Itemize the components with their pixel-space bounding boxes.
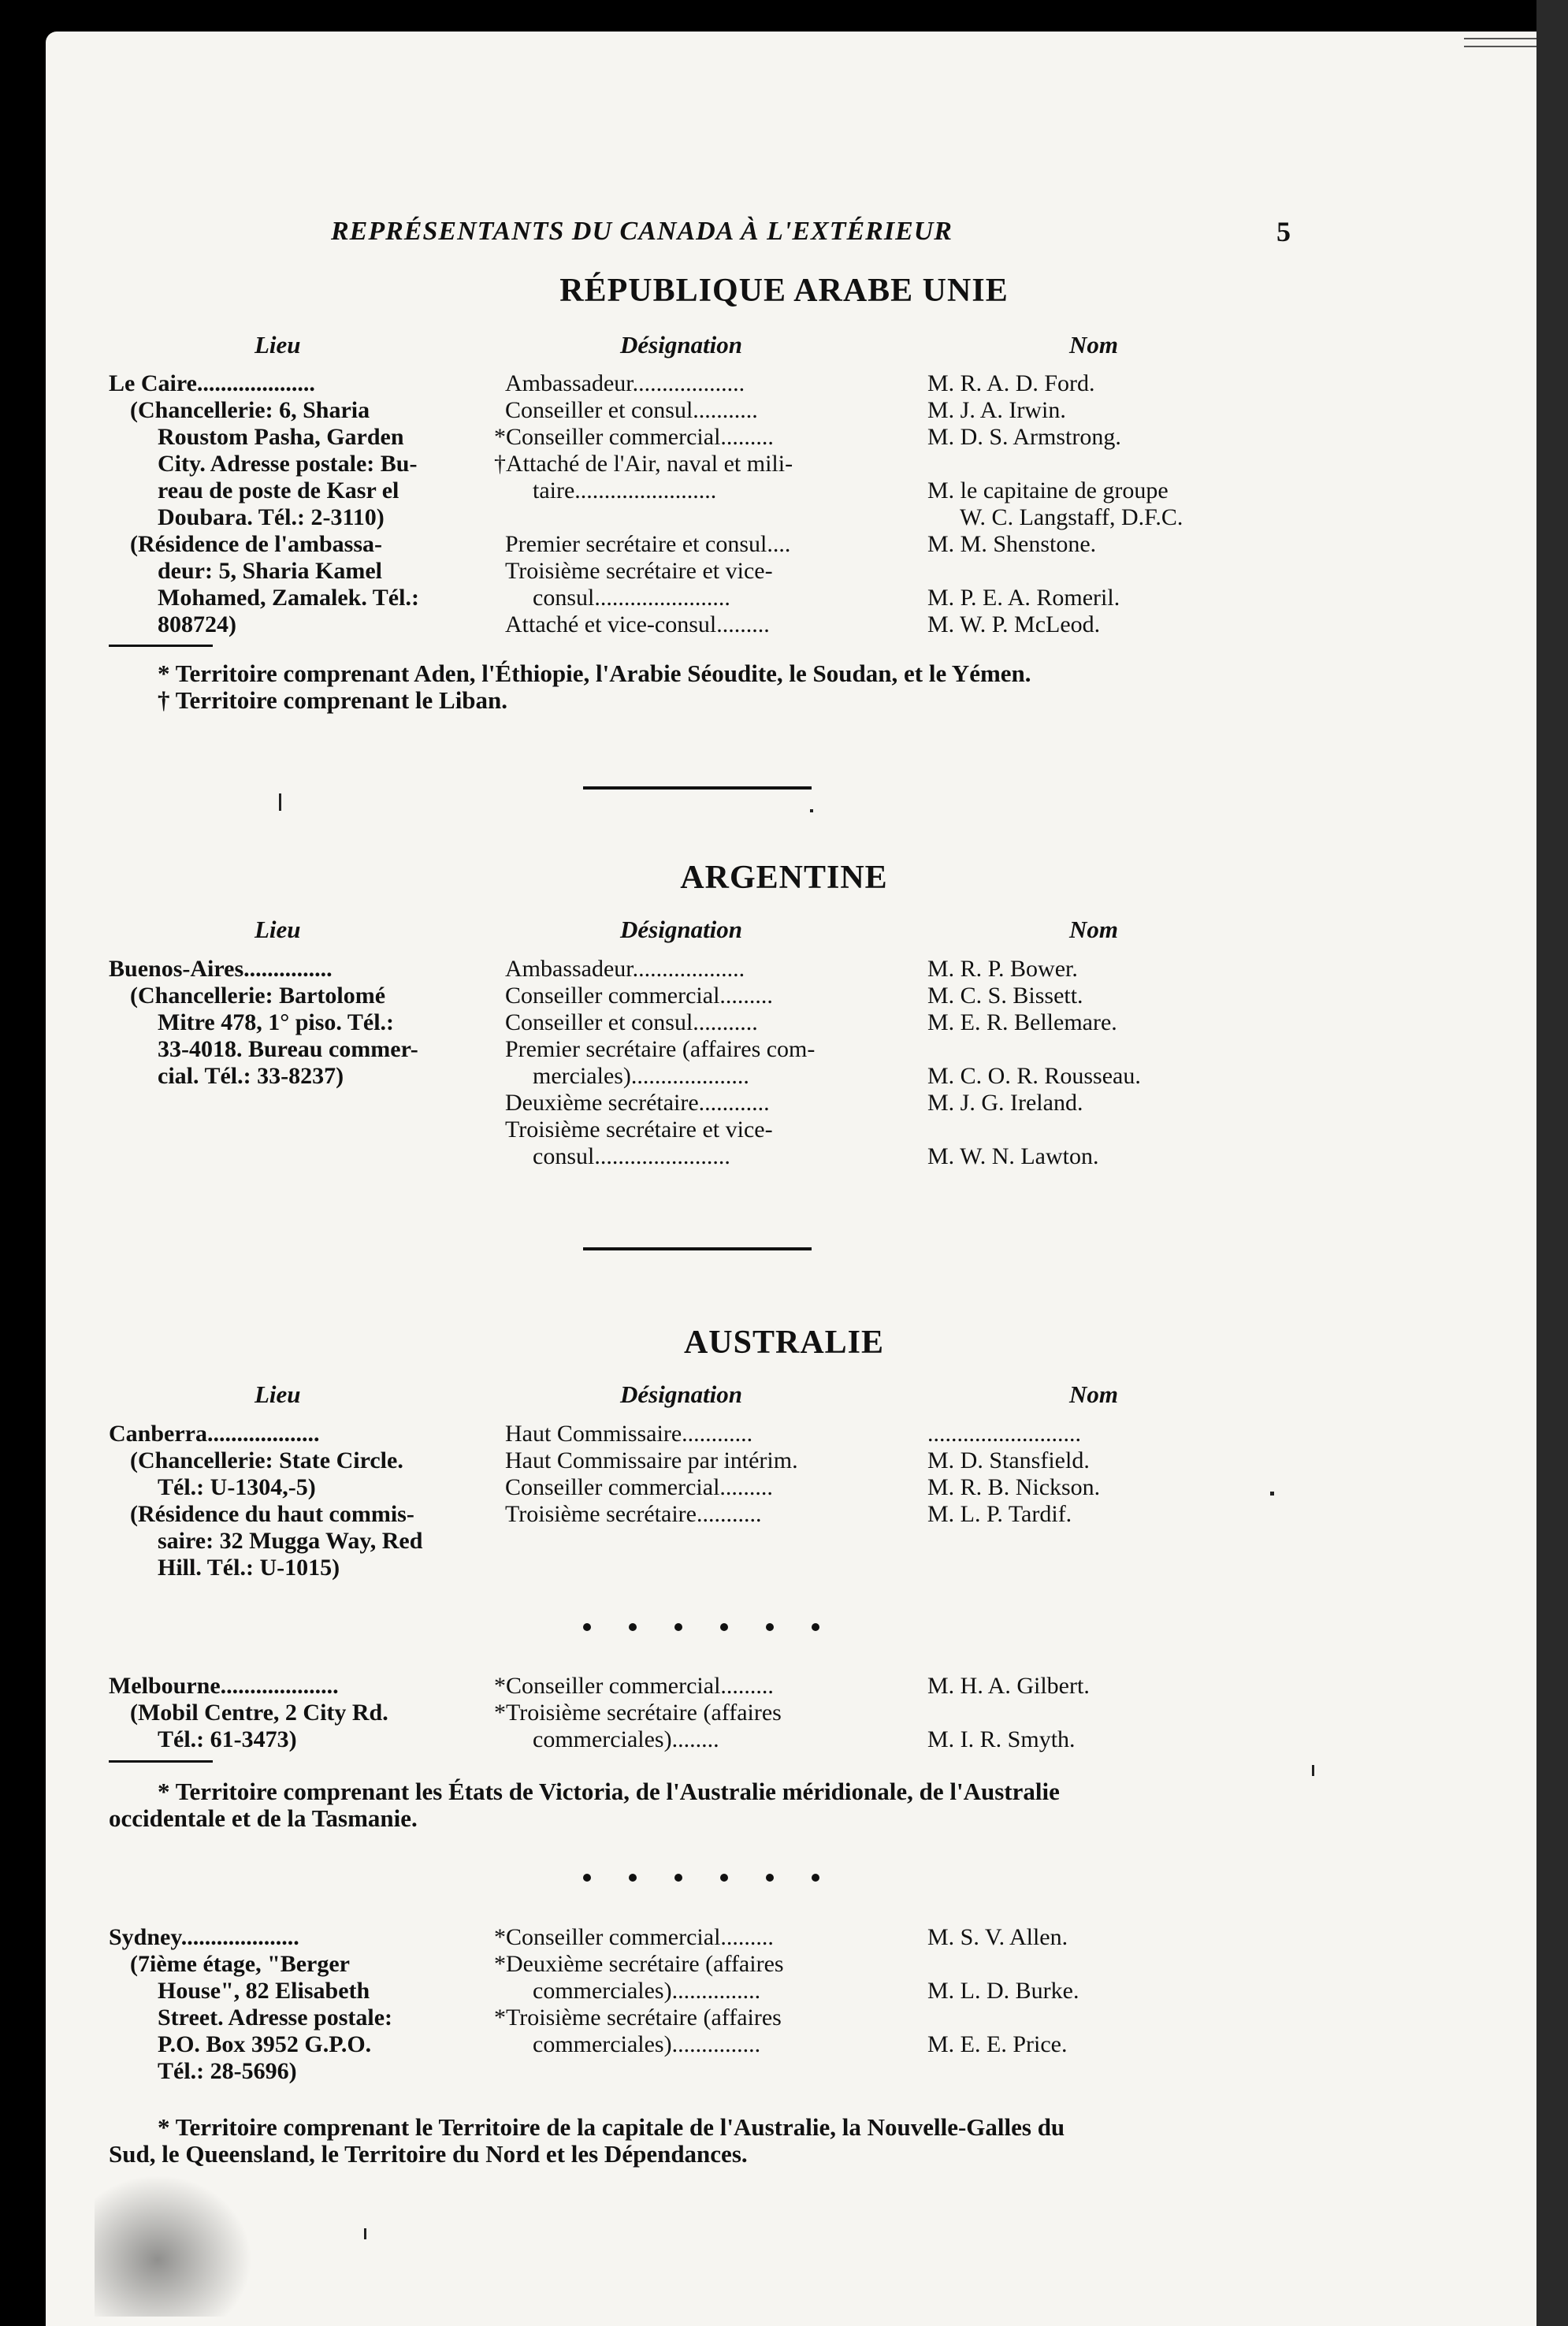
- designation-line: *Deuxième secrétaire (affaires: [494, 1951, 784, 1977]
- lieu-address-line: cial. Tél.: 33-8237): [158, 1063, 344, 1089]
- designation-line: Conseiller commercial.........: [505, 983, 773, 1009]
- nom-line: ..........................: [927, 1421, 1081, 1447]
- designation-line: *Conseiller commercial.........: [494, 1673, 774, 1699]
- lieu-city: Sydney....................: [109, 1924, 299, 1950]
- lieu-address-line: Roustom Pasha, Garden: [158, 424, 404, 450]
- dot: [583, 1874, 591, 1882]
- lieu-address-line: (Chancellerie: 6, Sharia: [130, 397, 370, 423]
- scan-speck: [279, 793, 281, 811]
- nom-line: M. D. Stansfield.: [927, 1447, 1090, 1473]
- footnote: * Territoire comprenant Aden, l'Éthiopie, l'Arabie Séoudite, le Soudan, et le Yémen.: [158, 660, 1031, 687]
- lieu-address-line: (Résidence de l'ambassa-: [130, 531, 382, 557]
- designation-line: Haut Commissaire............: [505, 1421, 753, 1447]
- designation-line: †Attaché de l'Air, naval et mili-: [494, 451, 793, 477]
- lieu-address-line: Tél.: 61-3473): [158, 1726, 297, 1752]
- designation-line: Premier secrétaire (affaires com-: [505, 1036, 816, 1062]
- column-header-designation: Désignation: [620, 331, 743, 359]
- designation-line: *Conseiller commercial.........: [494, 424, 774, 450]
- section-title-argentine: ARGENTINE: [680, 860, 888, 896]
- column-header-designation: Désignation: [620, 916, 743, 943]
- nom-line: M. W. N. Lawton.: [927, 1143, 1099, 1169]
- lieu-address-line: P.O. Box 3952 G.P.O.: [158, 2031, 372, 2057]
- lieu-address-line: saire: 32 Mugga Way, Red: [158, 1528, 423, 1554]
- designation-line: *Troisième secrétaire (affaires: [494, 2005, 782, 2031]
- nom-line: M. L. P. Tardif.: [927, 1501, 1072, 1527]
- dot: [674, 1623, 682, 1631]
- footnote: * Territoire comprenant les États de Victoria, de l'Australie méridionale, de l'Australie: [158, 1778, 1060, 1805]
- lieu-address-line: (Résidence du haut commis-: [130, 1501, 414, 1527]
- nom-line: M. le capitaine de groupe: [927, 477, 1169, 503]
- lieu-address-line: Mohamed, Zamalek. Tél.:: [158, 585, 419, 611]
- lieu-address-line: deur: 5, Sharia Kamel: [158, 558, 382, 584]
- designation-line: *Troisième secrétaire (affaires: [494, 1700, 782, 1726]
- lieu-address-line: reau de poste de Kasr el: [158, 477, 399, 503]
- section-title-australie: AUSTRALIE: [683, 1325, 885, 1361]
- scan-speck: [364, 2228, 366, 2239]
- designation-line: commerciales)........: [533, 1726, 719, 1752]
- footnote: † Territoire comprenant le Liban.: [158, 686, 508, 714]
- lieu-city: Buenos-Aires...............: [109, 956, 333, 982]
- nom-line: M. J. G. Ireland.: [927, 1090, 1083, 1116]
- lieu-address-line: 808724): [158, 611, 236, 637]
- lieu-address-line: Tél.: 28-5696): [158, 2058, 297, 2084]
- designation-line: merciales)....................: [533, 1063, 749, 1089]
- designation-line: Troisième secrétaire...........: [505, 1501, 762, 1527]
- running-title: REPRÉSENTANTS DU CANADA À L'EXTÉRIEUR: [331, 217, 953, 246]
- column-header-nom: Nom: [1069, 916, 1118, 943]
- separator-dots: [583, 1874, 819, 1882]
- nom-line: M. P. E. A. Romeril.: [927, 585, 1120, 611]
- lieu-address-line: Mitre 478, 1° piso. Tél.:: [158, 1009, 395, 1035]
- nom-line: M. E. E. Price.: [927, 2031, 1068, 2057]
- scan-smudge: [95, 2175, 252, 2317]
- lieu-city: Canberra...................: [109, 1421, 320, 1447]
- designation-line: commerciales)...............: [533, 1978, 761, 2004]
- scan-speck: [1270, 1492, 1274, 1496]
- nom-line: M. M. Shenstone.: [927, 531, 1097, 557]
- footnote: occidentale et de la Tasmanie.: [109, 1804, 418, 1832]
- column-header-lieu: Lieu: [255, 916, 301, 943]
- section-divider: [583, 1247, 812, 1250]
- nom-line: M. S. V. Allen.: [927, 1924, 1068, 1950]
- dot: [629, 1874, 637, 1882]
- footnote-rule: [109, 645, 213, 647]
- dot: [629, 1623, 637, 1631]
- dot: [766, 1874, 774, 1882]
- lieu-address-line: Doubara. Tél.: 2-3110): [158, 504, 385, 530]
- designation-line: Attaché et vice-consul.........: [505, 611, 770, 637]
- footnote-rule: [109, 1760, 213, 1763]
- designation-line: *Conseiller commercial.........: [494, 1924, 774, 1950]
- designation-line: Premier secrétaire et consul....: [505, 531, 791, 557]
- designation-line: Troisième secrétaire et vice-: [505, 558, 773, 584]
- column-header-nom: Nom: [1069, 1380, 1118, 1408]
- lieu-address-line: (Chancellerie: State Circle.: [130, 1447, 403, 1473]
- designation-line: Conseiller commercial.........: [505, 1474, 773, 1500]
- nom-line: M. R. P. Bower.: [927, 956, 1078, 982]
- lieu-address-line: House", 82 Elisabeth: [158, 1978, 370, 2004]
- lieu-address-line: (Chancellerie: Bartolomé: [130, 983, 386, 1009]
- designation-line: consul.......................: [533, 1143, 730, 1169]
- footnote: Sud, le Queensland, le Territoire du Nord et les Dépendances.: [109, 2140, 748, 2168]
- designation-line: Ambassadeur...................: [505, 956, 745, 982]
- lieu-city: Melbourne....................: [109, 1673, 339, 1699]
- lieu-city: Le Caire....................: [109, 370, 315, 396]
- designation-line: commerciales)...............: [533, 2031, 761, 2057]
- nom-line: M. E. R. Bellemare.: [927, 1009, 1117, 1035]
- column-header-lieu: Lieu: [255, 1380, 301, 1408]
- dot: [720, 1623, 728, 1631]
- column-header-designation: Désignation: [620, 1380, 743, 1408]
- footnote: * Territoire comprenant le Territoire de la capitale de l'Australie, la Nouvelle-Galles du: [158, 2113, 1065, 2141]
- dot: [812, 1874, 819, 1882]
- scan-edge-right: [1536, 0, 1568, 2326]
- nom-line: M. H. A. Gilbert.: [927, 1673, 1090, 1699]
- dot: [766, 1623, 774, 1631]
- designation-line: consul.......................: [533, 585, 730, 611]
- nom-line: M. R. A. D. Ford.: [927, 370, 1095, 396]
- lieu-address-line: Street. Adresse postale:: [158, 2005, 393, 2031]
- nom-line: M. R. B. Nickson.: [927, 1474, 1101, 1500]
- designation-line: Ambassadeur...................: [505, 370, 745, 396]
- nom-line: W. C. Langstaff, D.F.C.: [960, 504, 1183, 530]
- designation-line: Troisième secrétaire et vice-: [505, 1117, 773, 1143]
- lieu-address-line: 33-4018. Bureau commer-: [158, 1036, 418, 1062]
- designation-line: taire........................: [533, 477, 717, 503]
- dot: [812, 1623, 819, 1631]
- page-number: 5: [1276, 216, 1291, 247]
- dot: [720, 1874, 728, 1882]
- lieu-address-line: (7ième étage, "Berger: [130, 1951, 350, 1977]
- lieu-address-line: Tél.: U-1304,-5): [158, 1474, 316, 1500]
- lieu-address-line: Hill. Tél.: U-1015): [158, 1555, 340, 1581]
- separator-dots: [583, 1623, 819, 1631]
- nom-line: M. W. P. McLeod.: [927, 611, 1101, 637]
- section-divider: [583, 786, 812, 790]
- nom-line: M. C. S. Bissett.: [927, 983, 1083, 1009]
- nom-line: M. J. A. Irwin.: [927, 397, 1066, 423]
- nom-line: M. D. S. Armstrong.: [927, 424, 1121, 450]
- nom-line: M. I. R. Smyth.: [927, 1726, 1076, 1752]
- scan-rule: [1464, 38, 1536, 39]
- lieu-address-line: (Mobil Centre, 2 City Rd.: [130, 1700, 388, 1726]
- nom-line: M. L. D. Burke.: [927, 1978, 1079, 2004]
- nom-line: M. C. O. R. Rousseau.: [927, 1063, 1141, 1089]
- section-title-rau: RÉPUBLIQUE ARABE UNIE: [559, 273, 1009, 309]
- dot: [583, 1623, 591, 1631]
- scan-rule: [1464, 46, 1536, 47]
- scan-speck: [810, 809, 813, 812]
- designation-line: Conseiller et consul...........: [505, 397, 758, 423]
- column-header-lieu: Lieu: [255, 331, 301, 359]
- designation-line: Haut Commissaire par intérim.: [505, 1447, 798, 1473]
- dot: [674, 1874, 682, 1882]
- designation-line: Deuxième secrétaire............: [505, 1090, 770, 1116]
- designation-line: Conseiller et consul...........: [505, 1009, 758, 1035]
- lieu-address-line: City. Adresse postale: Bu-: [158, 451, 418, 477]
- column-header-nom: Nom: [1069, 331, 1118, 359]
- scan-speck: [1312, 1765, 1314, 1776]
